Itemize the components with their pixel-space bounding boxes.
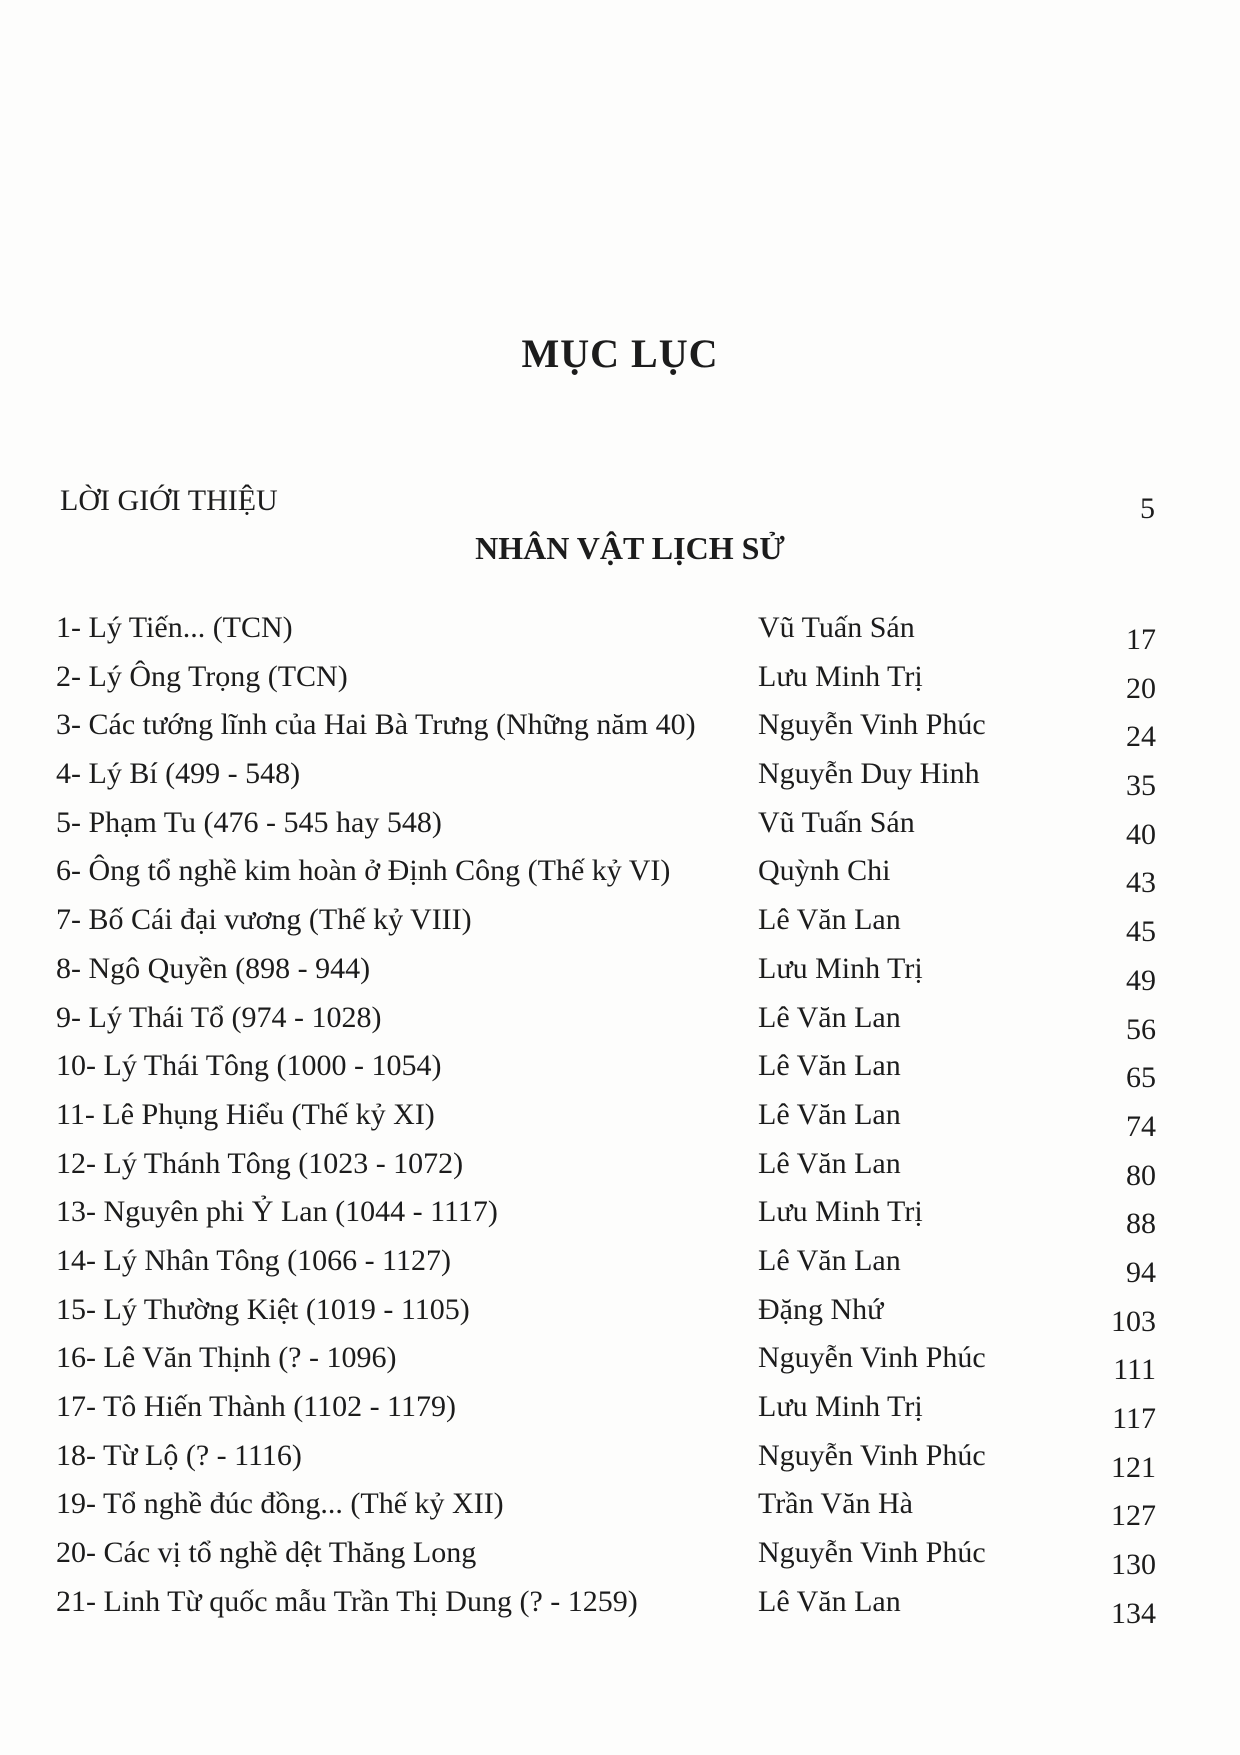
toc-entry-title: 10- Lý Thái Tông (1000 - 1054) bbox=[56, 1049, 442, 1083]
toc-entry bbox=[56, 1533, 1156, 1582]
toc-entry-title: 9- Lý Thái Tổ (974 - 1028) bbox=[56, 1000, 382, 1034]
toc-entry-title: 17- Tô Hiến Thành (1102 - 1179) bbox=[56, 1390, 456, 1423]
toc-entry-page-number: 43 bbox=[1126, 866, 1156, 900]
page-title: MỤC LỤC bbox=[521, 331, 719, 376]
toc-entry-author: Lê Văn Lan bbox=[758, 1584, 901, 1618]
toc-entry-page-number: 74 bbox=[1126, 1109, 1156, 1143]
toc-entry-title: 8- Ngô Quyền (898 - 944) bbox=[56, 951, 371, 985]
toc-entry bbox=[56, 1582, 1156, 1631]
toc-entry-author: Lưu Minh Trị bbox=[758, 951, 923, 985]
toc-entry-title: 19- Tổ nghề đúc đồng... (Thế kỷ XII) bbox=[56, 1487, 504, 1521]
toc-entry-page-number: 134 bbox=[1111, 1596, 1156, 1630]
toc-entry bbox=[56, 949, 1156, 998]
toc-entry-title: 18- Từ Lộ (? - 1116) bbox=[56, 1438, 302, 1472]
toc-entry-page-number: 17 bbox=[1126, 623, 1156, 656]
toc-entry-title: 11- Lê Phụng Hiểu (Thế kỷ XI) bbox=[56, 1097, 435, 1131]
toc-entry-author: Nguyễn Duy Hinh bbox=[758, 757, 980, 791]
toc-entry-page-number: 45 bbox=[1126, 915, 1156, 949]
toc-entry-title: 16- Lê Văn Thịnh (? - 1096) bbox=[56, 1341, 397, 1375]
toc-entry-title: 5- Phạm Tu (476 - 545 hay 548) bbox=[56, 805, 442, 839]
toc-entry-author: Quỳnh Chi bbox=[758, 854, 891, 888]
toc-entry-author: Lê Văn Lan bbox=[758, 1146, 901, 1180]
toc-entry bbox=[56, 1338, 1156, 1387]
toc-entry-page-number: 127 bbox=[1111, 1499, 1156, 1533]
toc-entry-author: Lê Văn Lan bbox=[758, 1000, 901, 1034]
toc-entry-author: Lê Văn Lan bbox=[758, 1097, 901, 1131]
toc-entry-page-number: 20 bbox=[1126, 671, 1156, 705]
toc-entry-author: Nguyễn Vinh Phúc bbox=[758, 1438, 986, 1472]
toc-entry-title: 4- Lý Bí (499 - 548) bbox=[56, 757, 301, 791]
toc-list bbox=[56, 608, 1156, 1630]
toc-entry-title: 21- Linh Từ quốc mẫu Trần Thị Dung (? - 1259) bbox=[56, 1584, 638, 1618]
toc-entry bbox=[56, 705, 1156, 754]
toc-entry bbox=[56, 998, 1156, 1047]
toc-entry-title: 3- Các tướng lĩnh của Hai Bà Trưng (Những năm 40) bbox=[56, 708, 696, 742]
toc-entry-page-number: 65 bbox=[1126, 1061, 1156, 1095]
intro-label: LỜI GIỚI THIỆU bbox=[60, 484, 278, 517]
toc-entry-title: 2- Lý Ông Trọng (TCN) bbox=[56, 659, 348, 693]
toc-entry bbox=[56, 608, 1156, 657]
toc-entry-page-number: 56 bbox=[1126, 1012, 1156, 1046]
toc-entry-title: 15- Lý Thường Kiệt (1019 - 1105) bbox=[56, 1292, 470, 1326]
toc-entry-author: Lưu Minh Trị bbox=[758, 1195, 923, 1229]
toc-entry bbox=[56, 1095, 1156, 1144]
toc-entry bbox=[56, 1192, 1156, 1241]
toc-entry-title: 1- Lý Tiến... (TCN) bbox=[56, 611, 293, 644]
toc-entry-page-number: 88 bbox=[1126, 1207, 1156, 1241]
toc-entry-page-number: 40 bbox=[1126, 817, 1156, 851]
toc-entry-author: Vũ Tuấn Sán bbox=[758, 805, 915, 839]
toc-entry-author: Nguyễn Vinh Phúc bbox=[758, 1536, 986, 1570]
toc-entry-title: 12- Lý Thánh Tông (1023 - 1072) bbox=[56, 1146, 464, 1180]
toc-entry bbox=[56, 657, 1156, 706]
toc-entry-page-number: 103 bbox=[1111, 1304, 1156, 1338]
toc-entry-author: Đặng Nhứ bbox=[758, 1292, 884, 1326]
toc-entry bbox=[56, 1241, 1156, 1290]
toc-entry-author: Lưu Minh Trị bbox=[758, 659, 923, 693]
toc-entry bbox=[56, 900, 1156, 949]
toc-entry-author: Nguyễn Vinh Phúc bbox=[758, 708, 986, 742]
toc-entry bbox=[56, 754, 1156, 803]
toc-entry-author: Lưu Minh Trị bbox=[758, 1390, 923, 1423]
toc-entry-page-number: 94 bbox=[1126, 1255, 1156, 1289]
toc-entry bbox=[56, 1436, 1156, 1485]
section-heading: NHÂN VẬT LỊCH SỬ bbox=[475, 530, 785, 566]
toc-entry-author: Nguyễn Vinh Phúc bbox=[758, 1341, 986, 1375]
toc-entry-page-number: 117 bbox=[1112, 1402, 1156, 1435]
toc-entry-author: Lê Văn Lan bbox=[758, 903, 901, 937]
toc-entry-page-number: 35 bbox=[1126, 769, 1156, 803]
toc-entry bbox=[56, 1290, 1156, 1339]
toc-intro-row bbox=[60, 484, 1155, 528]
toc-entry-page-number: 24 bbox=[1126, 720, 1156, 754]
toc-entry bbox=[56, 1387, 1156, 1436]
toc-entry-title: 7- Bố Cái đại vương (Thế kỷ VIII) bbox=[56, 903, 472, 937]
toc-entry-title: 20- Các vị tổ nghề dệt Thăng Long bbox=[56, 1536, 477, 1570]
toc-entry-page-number: 49 bbox=[1126, 963, 1156, 997]
toc-entry-page-number: 130 bbox=[1111, 1548, 1156, 1582]
toc-entry-title: 13- Nguyên phi Ỷ Lan (1044 - 1117) bbox=[56, 1195, 498, 1229]
toc-entry bbox=[56, 851, 1156, 900]
toc-entry-author: Vũ Tuấn Sán bbox=[758, 611, 915, 644]
toc-entry-author: Lê Văn Lan bbox=[758, 1049, 901, 1083]
toc-entry-page-number: 80 bbox=[1126, 1158, 1156, 1192]
toc-entry bbox=[56, 1484, 1156, 1533]
toc-entry-author: Lê Văn Lan bbox=[758, 1243, 901, 1277]
toc-entry bbox=[56, 1046, 1156, 1095]
toc-entry bbox=[56, 803, 1156, 852]
intro-page-number: 5 bbox=[1140, 492, 1155, 525]
toc-entry-page-number: 121 bbox=[1111, 1450, 1156, 1484]
toc-entry-author: Trần Văn Hà bbox=[758, 1487, 913, 1521]
toc-entry bbox=[56, 1144, 1156, 1193]
toc-entry-title: 6- Ông tổ nghề kim hoàn ở Định Công (Thế kỷ VI) bbox=[56, 854, 671, 888]
toc-entry-title: 14- Lý Nhân Tông (1066 - 1127) bbox=[56, 1243, 451, 1277]
toc-entry-page-number: 111 bbox=[1113, 1353, 1156, 1387]
